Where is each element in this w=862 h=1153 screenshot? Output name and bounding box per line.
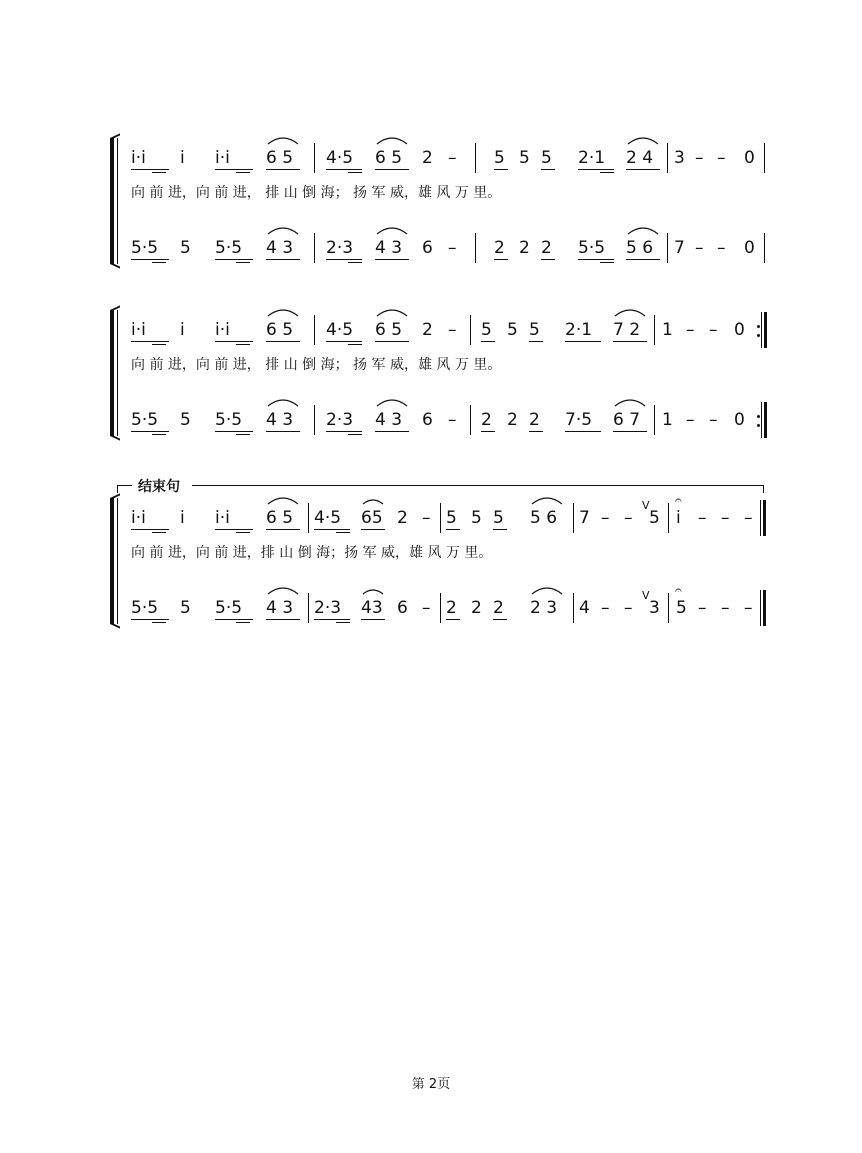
note: 0 [744,238,755,258]
note: – [721,508,730,528]
note: 5·5 [131,410,159,430]
note: 4·5 [314,508,342,528]
note: 5 [180,598,191,618]
note: 2 [446,598,457,618]
note: 2 [397,508,408,528]
note: – [601,598,610,618]
note: 5 6 [626,238,654,258]
note: 2·1 [578,148,606,168]
note: 6 5 [266,508,294,528]
note: 5·5 [215,410,243,430]
lyric-line: 向 前 进，向 前 进， 排 山 倒 海； 扬 军 威，雄 风 万 里。 [131,357,502,373]
breath-mark: V [642,499,650,512]
note: 5 [481,320,492,340]
note: 6 5 [375,320,403,340]
note: 5 [493,508,504,528]
note: 0 [734,410,745,430]
breath-mark: V [642,589,650,602]
note: 2 [422,148,433,168]
note: – [686,410,695,430]
note: 0 [734,320,745,340]
note: 5 [180,410,191,430]
note: 3 [674,148,685,168]
note: 7 2 [613,320,641,340]
note: 5 [676,598,687,618]
note: i̇·i̇ [215,148,230,168]
note: 5 [471,508,482,528]
note: i̇·i̇ [131,148,146,168]
note: 5 [180,238,191,258]
note: – [422,598,431,618]
note: 5 [446,508,457,528]
note: 6 5 [266,320,294,340]
section-label: 结束句 [138,479,180,495]
note: – [721,598,730,618]
note: – [422,508,431,528]
note: 2 [519,238,530,258]
note: 2 4 [626,148,654,168]
lyric-line: 向 前 进，向 前 进， 排 山 倒 海； 扬 军 威，雄 风 万 里。 [131,185,502,201]
note: 5 [494,148,505,168]
slurs [0,130,862,290]
note: 5·5 [131,598,159,618]
note: i̇·i̇ [131,320,146,340]
note: 7 [674,238,685,258]
note: – [624,508,633,528]
note: 65 [361,508,383,528]
note: 4 3 [266,598,294,618]
note: 3 [649,598,660,618]
note: 6 [422,238,433,258]
note: 2 [541,238,552,258]
note: 5 6 [530,508,558,528]
note: 5·5 [131,238,159,258]
note: 2 [422,320,433,340]
note: – [709,410,718,430]
note: 7·5 [565,410,593,430]
note: – [744,598,753,618]
note: 2·1 [565,320,593,340]
note: 5 [541,148,552,168]
note: 5·5 [578,238,606,258]
note: 2·3 [314,598,342,618]
note: 5 [519,148,530,168]
note: 2 [529,410,540,430]
note: 43 [361,598,383,618]
note: i̇ [676,508,681,528]
note: 6 5 [375,148,403,168]
note: i̇·i̇ [131,508,146,528]
slurs [0,490,862,650]
note: – [601,508,610,528]
note: 5 [649,508,660,528]
note: i̇·i̇ [215,508,230,528]
note: 2 [481,410,492,430]
note: 2·3 [326,410,354,430]
note: – [717,148,726,168]
lyric-line: 向 前 进，向 前 进，排 山 倒 海；扬 军 威，雄 风 万 里。 [131,545,493,561]
page-number: 第 2页 [411,1077,451,1092]
note: 4 3 [375,410,403,430]
note: – [624,598,633,618]
note: 7 [579,508,590,528]
note: 2 [471,598,482,618]
note: 4·5 [326,148,354,168]
note: 1 [662,410,673,430]
note: – [698,508,707,528]
note: 5·5 [215,238,243,258]
note: 5·5 [215,598,243,618]
note: 1 [662,320,673,340]
slurs [0,302,862,462]
note: 5 [507,320,518,340]
note: 4 3 [266,238,294,258]
note: – [448,320,457,340]
note: i̇ [180,148,185,168]
note: 6 [422,410,433,430]
note: – [686,320,695,340]
note: 4 3 [375,238,403,258]
note: – [744,508,753,528]
note: 4 [579,598,590,618]
note: i̇·i̇ [215,320,230,340]
note: 0 [744,148,755,168]
note: – [717,238,726,258]
note: 4 3 [266,410,294,430]
note: 4·5 [326,320,354,340]
note: 2 [493,598,504,618]
note: – [695,148,704,168]
note: – [448,238,457,258]
note: – [709,320,718,340]
note: – [695,238,704,258]
fermata-icon: 𝄐 [675,583,682,597]
fermata-icon: 𝄐 [675,493,682,507]
note: 5 [529,320,540,340]
note: – [698,598,707,618]
note: 2·3 [326,238,354,258]
note: 2 [507,410,518,430]
note: 6 5 [266,148,294,168]
note: i̇ [180,508,185,528]
note: – [448,148,457,168]
note: i̇ [180,320,185,340]
note: 6 7 [613,410,641,430]
note: 2 [494,238,505,258]
note: 6 [397,598,408,618]
note: 2 3 [530,598,558,618]
note: – [448,410,457,430]
